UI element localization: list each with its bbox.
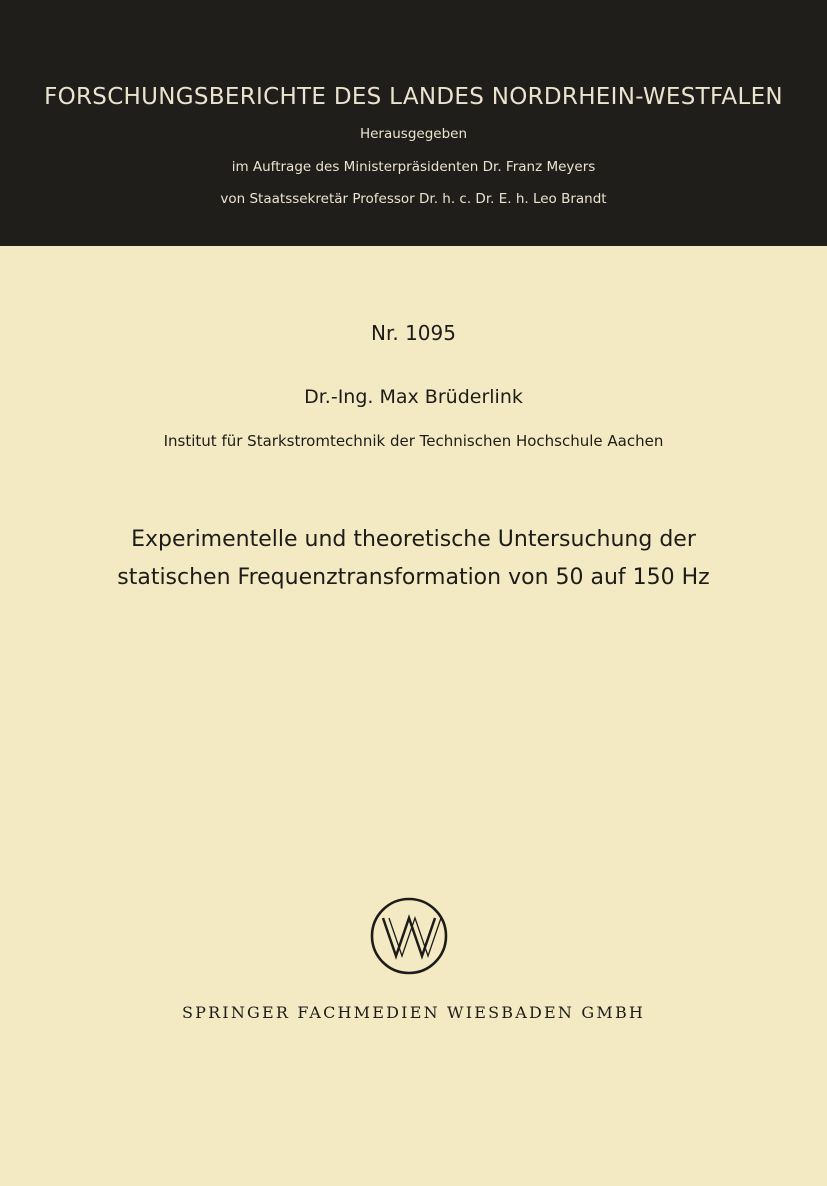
title-line-1: Experimentelle und theoretische Untersuchung der	[131, 527, 696, 552]
header-line-editor-label: Herausgegeben	[359, 126, 468, 142]
publisher-name: SPRINGER FACHMEDIEN WIESBADEN GMBH	[181, 1003, 646, 1022]
report-number: Nr. 1095	[371, 321, 456, 345]
series-title: FORSCHUNGSBERICHTE DES LANDES NORDRHEIN-WESTFALEN	[44, 84, 783, 110]
header-line-commission: im Auftrage des Ministerpräsidenten Dr. Franz Meyers	[231, 159, 596, 175]
publisher-w-logo-icon	[369, 896, 449, 976]
institute-name: Institut für Starkstromtechnik der Technischen Hochschule Aachen	[163, 432, 664, 450]
author-name: Dr.-Ing. Max Brüderlink	[304, 386, 523, 408]
header-line-secretary: von Staatssekretär Professor Dr. h. c. Dr. E. h. Leo Brandt	[220, 191, 607, 207]
title-line-2: statischen Frequenztransformation von 50 auf 150 Hz	[117, 565, 710, 590]
series-header-band	[0, 0, 827, 246]
